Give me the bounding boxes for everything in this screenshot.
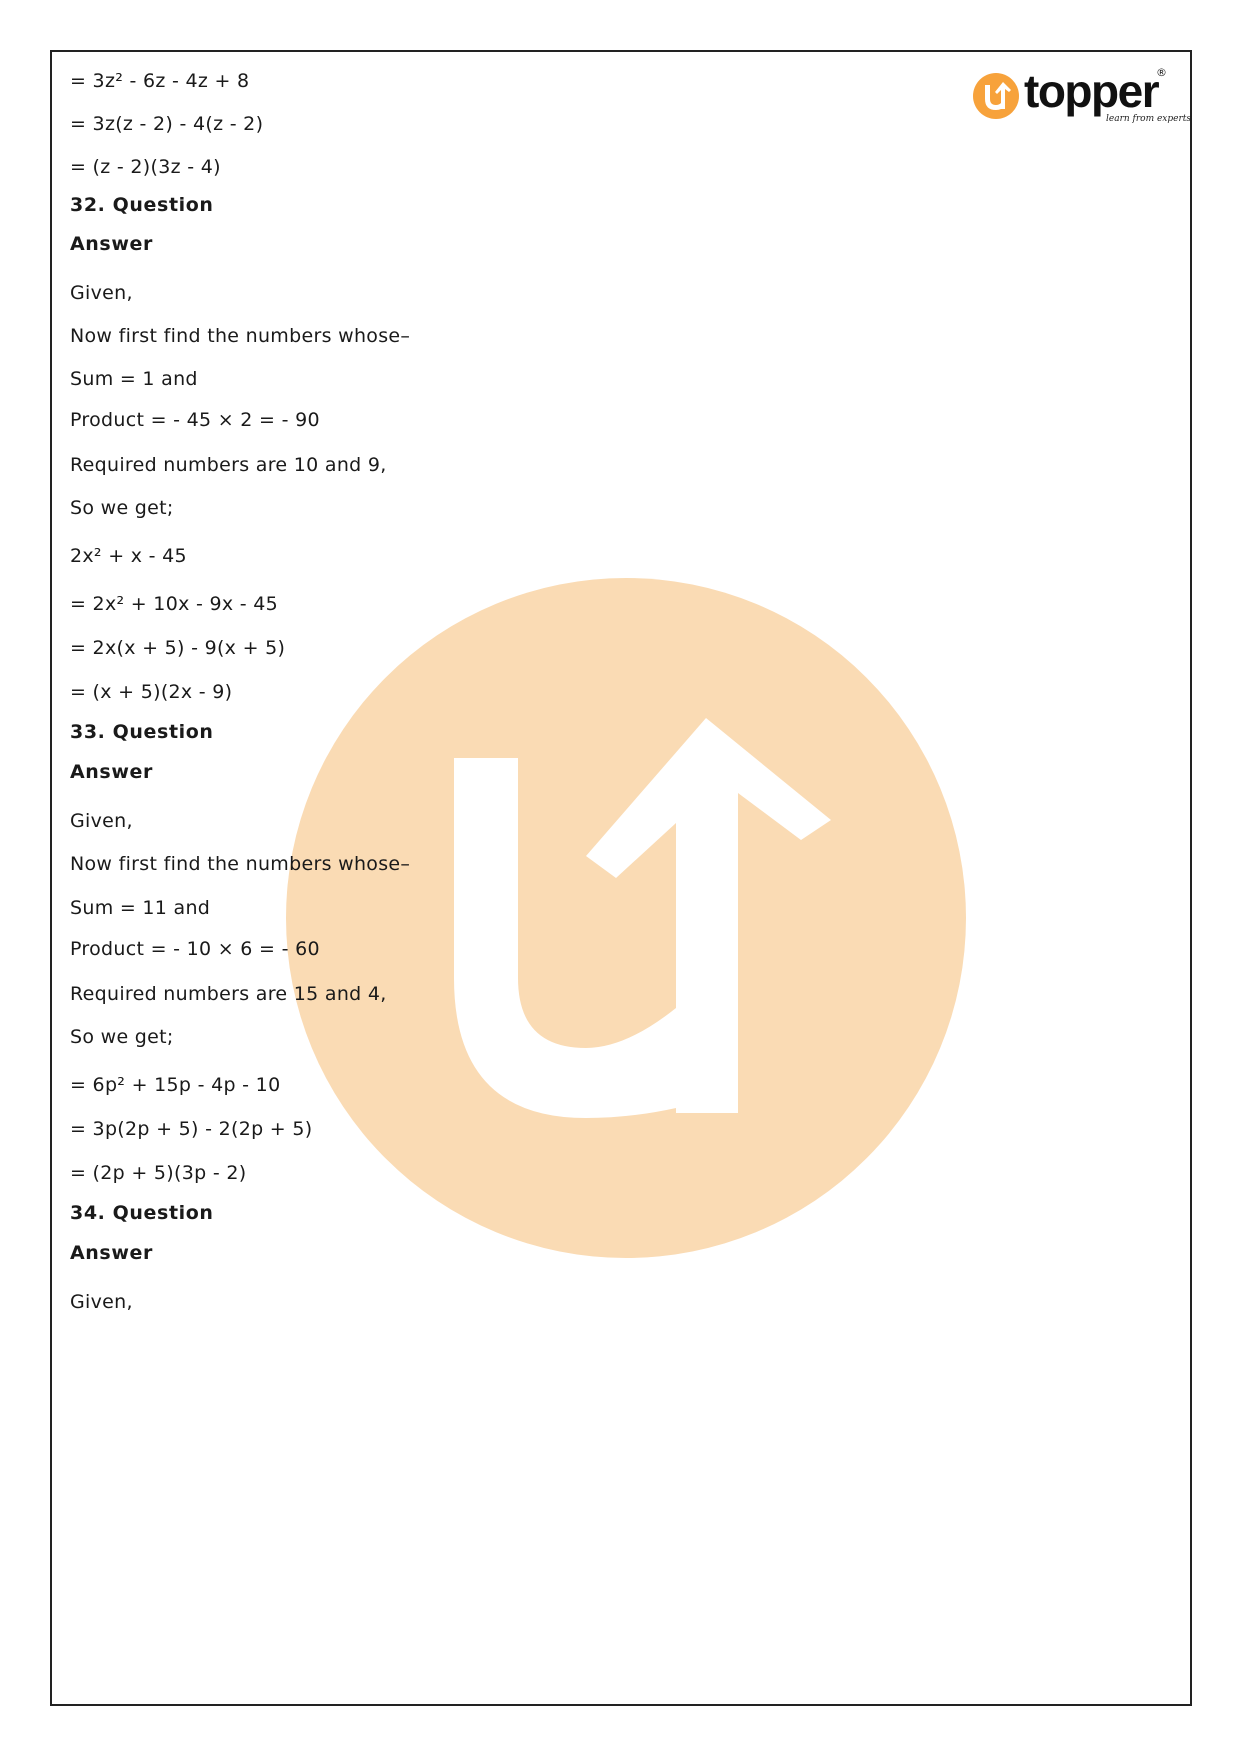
math-line: = 2x(x + 5) - 9(x + 5)	[70, 637, 286, 659]
math-line: = (x + 5)(2x - 9)	[70, 681, 233, 703]
math-line: = (z - 2)(3z - 4)	[70, 156, 221, 178]
text-line: Now first find the numbers whose–	[70, 853, 411, 875]
watermark-logo	[286, 578, 966, 1258]
question-heading: 34. Question	[70, 1202, 214, 1224]
topper-logo	[972, 65, 1192, 132]
text-line: Sum = 11 and	[70, 897, 211, 919]
text-line: Required numbers are 15 and 4,	[70, 983, 387, 1005]
text-line: Now first find the numbers whose–	[70, 325, 411, 347]
text-line: Product = - 10 × 6 = - 60	[70, 938, 320, 960]
text-line: Given,	[70, 1291, 133, 1313]
text-line: So we get;	[70, 1026, 174, 1048]
u-logo-icon	[972, 72, 1020, 120]
watermark-circle	[286, 578, 966, 1258]
text-line: So we get;	[70, 497, 174, 519]
registered-mark: ®	[1156, 66, 1167, 79]
logo-wordmark: topper	[1024, 65, 1159, 117]
math-line: = (2p + 5)(3p - 2)	[70, 1162, 247, 1184]
question-heading: 33. Question	[70, 721, 214, 743]
math-line: 2x² + x - 45	[70, 545, 187, 567]
math-line: = 6p² + 15p - 4p - 10	[70, 1074, 281, 1096]
answer-heading: Answer	[70, 233, 153, 255]
answer-heading: Answer	[70, 761, 153, 783]
math-line: = 3z(z - 2) - 4(z - 2)	[70, 113, 264, 135]
math-line: = 3p(2p + 5) - 2(2p + 5)	[70, 1118, 313, 1140]
answer-heading: Answer	[70, 1242, 153, 1264]
text-line: Given,	[70, 282, 133, 304]
text-line: Sum = 1 and	[70, 368, 198, 390]
text-line: Given,	[70, 810, 133, 832]
text-line: Product = - 45 × 2 = - 90	[70, 409, 320, 431]
math-line: = 3z² - 6z - 4z + 8	[70, 70, 250, 92]
math-line: = 2x² + 10x - 9x - 45	[70, 593, 279, 615]
logo-tagline: learn from experts	[1106, 114, 1192, 124]
text-line: Required numbers are 10 and 9,	[70, 454, 387, 476]
question-heading: 32. Question	[70, 194, 214, 216]
